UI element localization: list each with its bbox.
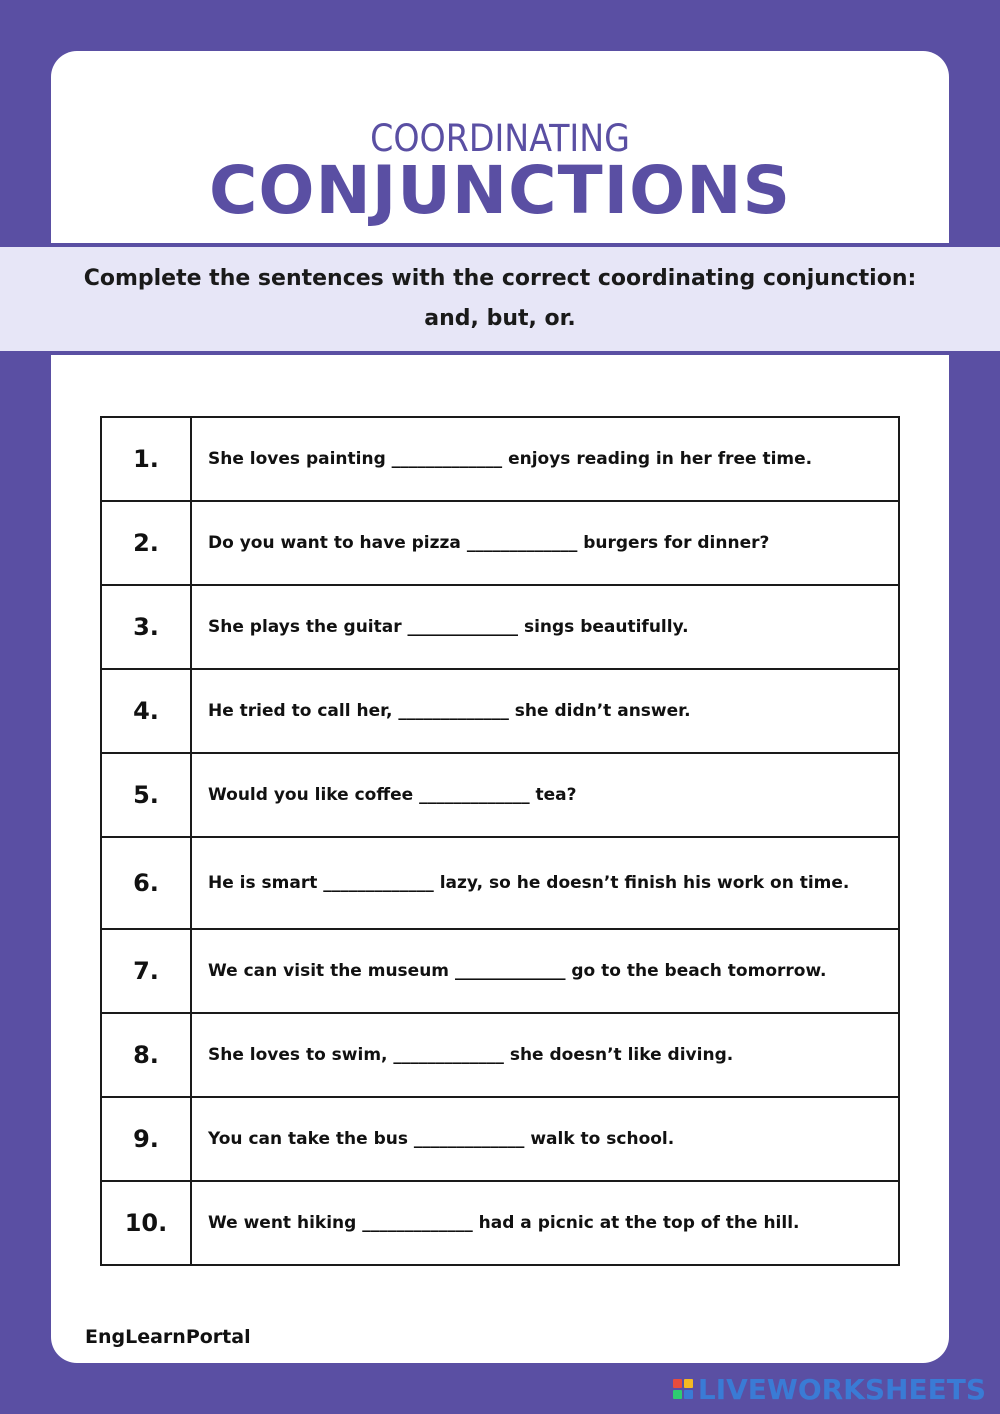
item-sentence[interactable]: Do you want to have pizza _____________ burgers for dinner? (191, 501, 899, 585)
title-conjunctions: CONJUNCTIONS (208, 152, 792, 229)
table-row (101, 1013, 899, 1097)
table-row (101, 929, 899, 1013)
table-row (101, 501, 899, 585)
item-number: 8. (101, 1013, 191, 1097)
item-sentence[interactable]: Would you like coffee _____________ tea? (191, 753, 899, 837)
liveworksheets-watermark[interactable] (673, 1374, 986, 1404)
brand-label: EngLearnPortal (85, 1326, 251, 1348)
item-number: 10. (101, 1181, 191, 1265)
table-row (101, 1181, 899, 1265)
instructions-line-2: and, but, or. (424, 306, 576, 331)
item-number: 4. (101, 669, 191, 753)
liveworksheets-logo-icon (673, 1379, 693, 1399)
item-sentence[interactable]: He is smart _____________ lazy, so he doesn’t finish his work on time. (191, 837, 899, 929)
item-number: 9. (101, 1097, 191, 1181)
table-row (101, 1097, 899, 1181)
watermark-text: LIVEWORKSHEETS (697, 1372, 986, 1406)
table-row (101, 837, 899, 929)
item-number: 5. (101, 753, 191, 837)
title-coordinating: COORDINATING (370, 117, 630, 160)
table-row (101, 753, 899, 837)
item-number: 1. (101, 417, 191, 501)
exercise-table (100, 416, 900, 1266)
instructions-banner (0, 243, 1000, 355)
item-sentence[interactable]: You can take the bus _____________ walk to school. (191, 1097, 899, 1181)
item-number: 7. (101, 929, 191, 1013)
instructions-line-1: Complete the sentences with the correct coordinating conjunction: (83, 266, 917, 291)
item-sentence[interactable]: We went hiking _____________ had a picnic at the top of the hill. (191, 1181, 899, 1265)
table-row (101, 585, 899, 669)
item-number: 6. (101, 837, 191, 929)
table-row (101, 417, 899, 501)
item-sentence[interactable]: She loves to swim, _____________ she doesn’t like diving. (191, 1013, 899, 1097)
item-sentence[interactable]: We can visit the museum _____________ go to the beach tomorrow. (191, 929, 899, 1013)
item-sentence[interactable]: She plays the guitar _____________ sings beautifully. (191, 585, 899, 669)
item-sentence[interactable]: She loves painting _____________ enjoys reading in her free time. (191, 417, 899, 501)
item-number: 3. (101, 585, 191, 669)
item-sentence[interactable]: He tried to call her, _____________ she didn’t answer. (191, 669, 899, 753)
table-row (101, 669, 899, 753)
item-number: 2. (101, 501, 191, 585)
